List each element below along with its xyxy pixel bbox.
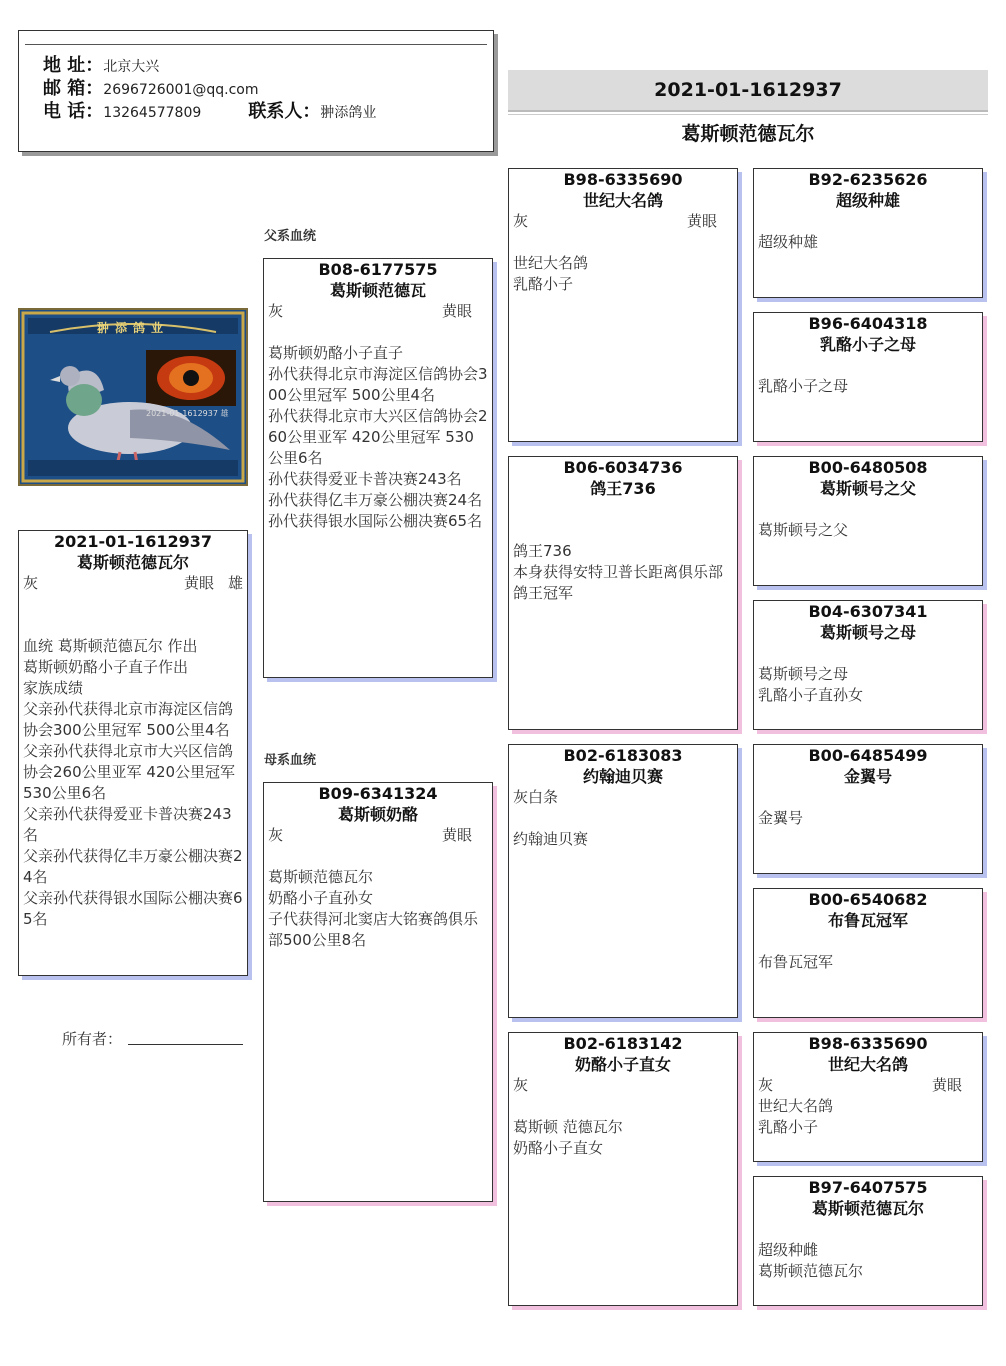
ggp-desc: 乳酪小子之母 <box>758 377 849 395</box>
ggp-name: 葛斯顿号之父 <box>819 479 916 498</box>
ggp-name: 葛斯顿号之母 <box>819 623 916 642</box>
dam-card <box>263 782 493 1202</box>
ggp-desc: 金翼号 <box>758 809 804 827</box>
subject-name: 葛斯顿范德瓦尔 <box>76 553 189 572</box>
ggp-name: 乳酪小子之母 <box>819 335 916 354</box>
sire-attrs <box>264 301 492 322</box>
ggp-name: 葛斯顿范德瓦尔 <box>811 1199 924 1218</box>
grandparent-card <box>508 744 738 1018</box>
contact-divider <box>25 44 487 45</box>
dam-name: 葛斯顿奶酪 <box>337 805 418 824</box>
gp-ring: B06-6034736 <box>563 458 683 477</box>
ggp-desc: 超级种雄 <box>758 233 819 251</box>
contact-box <box>18 30 494 152</box>
sire-eye: 黄眼 <box>441 302 472 320</box>
photo-caption: 2021-01-1612937 雄 <box>146 409 229 418</box>
great-grandparent-card <box>753 168 983 298</box>
subject-ring: 2021-01-1612937 <box>53 532 212 551</box>
gp-desc: 约翰迪贝赛 <box>513 830 589 848</box>
great-grandparent-card <box>753 1032 983 1162</box>
ggp-eye: 黄眼 <box>931 1076 962 1094</box>
ggp-name: 超级种雄 <box>835 191 900 210</box>
gp-name: 鸽王736 <box>590 479 656 498</box>
ggp-color: 灰 <box>758 1076 774 1094</box>
great-grandparent-card <box>753 312 983 442</box>
title-name: 葛斯顿范德瓦尔 <box>681 123 815 145</box>
gp-desc: 葛斯顿 范德瓦尔 奶酪小子直女 <box>513 1118 623 1157</box>
ggp-ring: B98-6335690 <box>808 1034 928 1053</box>
ggp-name: 金翼号 <box>843 767 892 786</box>
ggp-ring: B96-6404318 <box>808 314 928 333</box>
gp-attrs <box>509 787 737 808</box>
dam-section-label: 母系血统 <box>264 753 317 768</box>
gp-eye: 黄眼 <box>686 212 717 230</box>
dam-color: 灰 <box>268 826 284 844</box>
title-band-rule <box>508 114 988 115</box>
ggp-ring: B97-6407575 <box>808 1178 928 1197</box>
gp-color: 灰 <box>513 1076 529 1094</box>
subject-color: 灰 <box>23 574 39 592</box>
grandparent-card <box>508 1032 738 1306</box>
address-label: 地 址： <box>43 55 104 76</box>
ggp-ring: B00-6485499 <box>808 746 928 765</box>
subject-desc: 血统 葛斯顿范德瓦尔 作出 葛斯顿奶酪小子直子作出 家族成绩 父亲孙代获得北京市海淀区信鸽协会300公里冠军 500公里4名 父亲孙代获得北京市大兴区信鸽协会260公里亚军 420公里冠军 530公里6名 父亲孙代获得爱亚卡普决赛243名 父亲孙代获得亿丰万豪公棚决赛24名 父亲孙代获得银水国际公棚决赛65名 <box>23 637 243 928</box>
subject-sex: 雄 <box>227 574 243 592</box>
gp-desc: 世纪大名鸽 乳酪小子 <box>513 254 589 293</box>
ggp-name: 布鲁瓦冠军 <box>827 911 908 930</box>
gp-ring: B98-6335690 <box>563 170 683 189</box>
sire-ring: B08-6177575 <box>318 260 438 279</box>
ggp-ring: B92-6235626 <box>808 170 928 189</box>
great-grandparent-card <box>753 456 983 586</box>
ggp-name: 世纪大名鸽 <box>827 1055 908 1074</box>
sire-name: 葛斯顿范德瓦 <box>329 281 426 300</box>
ggp-ring: B00-6480508 <box>808 458 928 477</box>
gp-name: 约翰迪贝赛 <box>582 767 663 786</box>
ggp-desc: 超级种雌 葛斯顿范德瓦尔 <box>758 1241 864 1280</box>
owner-label: 所有者： <box>62 1030 123 1048</box>
phone-value: 13264577809 <box>103 105 202 121</box>
sire-card <box>263 258 493 678</box>
gp-desc: 鸽王736 本身获得安特卫普长距离俱乐部鸽王冠军 <box>513 542 724 602</box>
ggp-desc: 葛斯顿号之父 <box>758 521 849 539</box>
gp-ring: B02-6183083 <box>563 746 683 765</box>
sire-section-label: 父系血统 <box>264 229 317 244</box>
subject-eye: 黄眼 <box>183 574 214 592</box>
title-ring: 2021-01-1612937 <box>654 79 842 101</box>
subject-card <box>18 530 248 976</box>
great-grandparent-card <box>753 744 983 874</box>
contact-value: 翀添鸽业 <box>320 105 377 121</box>
ggp-desc: 葛斯顿号之母 乳酪小子直孙女 <box>758 665 864 704</box>
pigeon-photo <box>18 308 248 486</box>
gp-color: 灰 <box>513 212 529 230</box>
subject-attrs <box>19 573 247 594</box>
dam-ring: B09-6341324 <box>318 784 438 803</box>
address-value: 北京大兴 <box>103 59 160 75</box>
dam-attrs <box>264 825 492 846</box>
photo-banner: 翀添鸽业 <box>96 321 169 335</box>
phone-label: 电 话： <box>43 101 104 122</box>
ggp-ring: B00-6540682 <box>808 890 928 909</box>
great-grandparent-card <box>753 888 983 1018</box>
gp-ring: B02-6183142 <box>563 1034 683 1053</box>
grandparent-card <box>508 456 738 730</box>
ggp-ring: B04-6307341 <box>808 602 928 621</box>
grandparent-card <box>508 168 738 442</box>
ggp-desc: 世纪大名鸽 乳酪小子 <box>758 1097 834 1136</box>
contact-label: 联系人： <box>248 101 321 122</box>
email-label: 邮 箱： <box>43 78 104 99</box>
great-grandparent-card <box>753 1176 983 1306</box>
gp-attrs <box>509 211 737 232</box>
great-grandparent-card <box>753 600 983 730</box>
dam-eye: 黄眼 <box>441 826 472 844</box>
sire-desc: 葛斯顿奶酪小子直子 孙代获得北京市海淀区信鸽协会300公里冠军 500公里4名 孙代获得北京市大兴区信鸽协会260公里亚军 420公里冠军 530公里6名 孙代获得爱亚卡普决赛243名 孙代获得亿丰万豪公棚决赛24名 孙代获得银水国际公棚决赛65名 <box>268 344 488 530</box>
gp-attrs <box>509 1075 737 1096</box>
gp-name: 奶酪小子直女 <box>574 1055 671 1074</box>
gp-color: 灰白条 <box>513 788 559 806</box>
sire-color: 灰 <box>268 302 284 320</box>
pigeon-photo-art <box>20 310 246 484</box>
email-value: 2696726001@qq.com <box>103 82 259 98</box>
dam-desc: 葛斯顿范德瓦尔 奶酪小子直孙女 子代获得河北窦店大铭赛鸽俱乐部500公里8名 <box>268 868 479 949</box>
gp-name: 世纪大名鸽 <box>582 191 663 210</box>
ggp-desc: 布鲁瓦冠军 <box>758 953 834 971</box>
title-band <box>508 70 988 112</box>
owner-line[interactable] <box>128 1044 243 1045</box>
ggp-attrs <box>754 1075 982 1096</box>
